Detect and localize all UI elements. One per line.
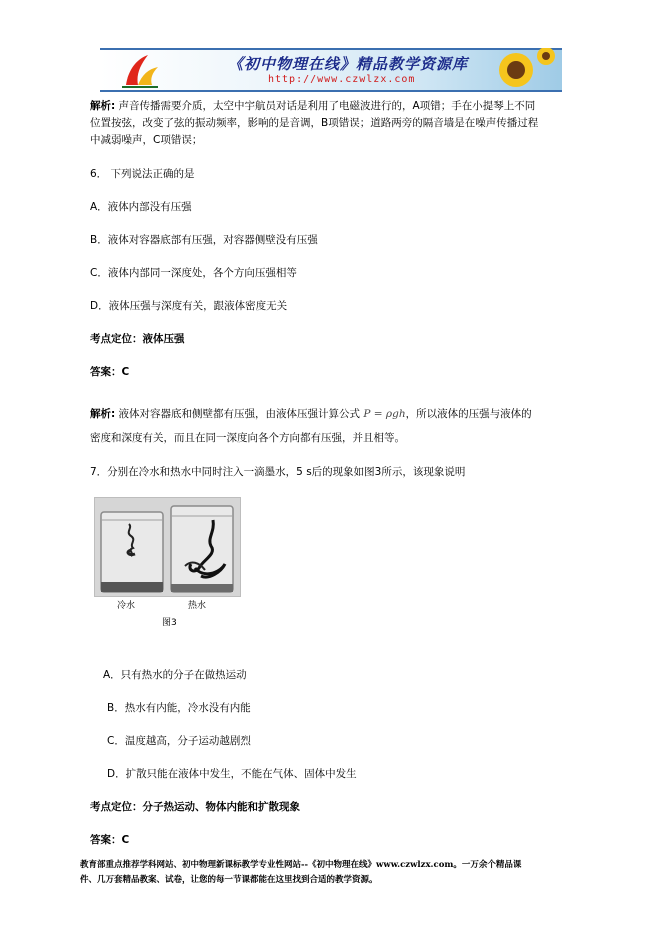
q6-analysis-text1b: ，所以液体的压强与液体的 [405,408,532,420]
sunflower-icon [476,48,556,92]
footer-line1: 教育部重点推荐学科网站、初中物理新课标教学专业性网站--《初中物理在线》www.czwlzx.com。一万余个精品课 [80,860,522,870]
q7-option-d: D．扩散只能在液体中发生，不能在气体、固体中发生 [107,768,357,780]
banner-url: http://www.czwlzx.com [268,74,416,85]
figure-label-hot-water: 热水 [188,601,207,611]
banner-bottom-stripe [100,90,562,92]
figure-beakers-photo [94,497,241,597]
q6-kaodian: 考点定位：液体压强 [90,333,185,345]
footer-line2: 件、几万套精品教案、试卷，让您的每一节课都能在这里找到合适的教学资源。 [80,875,378,885]
q5-analysis-line2: 位置按弦，改变了弦的振动频率，影响的是音调，B项错误；道路两旁的隔音墙是在噪声传播过程 [90,117,539,129]
q6-option-a: A．液体内部没有压强 [90,201,192,213]
q6-option-d: D．液体压强与深度有关，跟液体密度无关 [90,300,288,312]
q7-option-a: A．只有热水的分子在做热运动 [103,669,247,681]
q6-option-b: B．液体对容器底部有压强，对容器侧壁没有压强 [90,234,318,246]
q7-stem: 7．分别在冷水和热水中同时注入一滴墨水，5 s后的现象如图3所示，该现象说明 [90,466,466,478]
q5-analysis-line3: 中减弱噪声，C项错误； [90,134,203,146]
figure-label-cold-water: 冷水 [117,601,136,611]
q5-analysis-label: 解析: [90,100,116,112]
pressure-formula: P = ρgh [363,408,406,420]
beakers-illustration [95,498,240,596]
q6-analysis-line1 [90,406,532,421]
q6-analysis-label: 解析: [90,408,116,420]
site-logo-icon [118,51,162,89]
banner-title: 《初中物理在线》精品教学资源库 [228,55,469,73]
q7-answer: 答案：C [90,834,130,846]
figure-caption: 图3 [162,618,177,628]
q6-analysis-line2: 密度和深度有关，而且在同一深度向各个方向都有压强，并且相等。 [90,432,405,444]
q7-option-c: C．温度越高，分子运动越剧烈 [107,735,251,747]
q6-answer: 答案：C [90,366,130,378]
q6-option-c: C．液体内部同一深度处，各个方向压强相等 [90,267,297,279]
header-banner [100,48,562,92]
q5-analysis-text1: 声音传播需要介质，太空中宇航员对话是利用了电磁波进行的，A项错；手在小提琴上不同 [118,100,536,112]
q7-kaodian: 考点定位：分子热运动、物体内能和扩散现象 [90,801,300,813]
q7-option-b: B．热水有内能，冷水没有内能 [107,702,251,714]
q6-analysis-text1a: 液体对容器底和侧壁都有压强，由液体压强计算公式 [118,408,361,420]
q6-stem: 6． 下列说法正确的是 [90,168,195,180]
q5-analysis-line1 [90,98,535,113]
